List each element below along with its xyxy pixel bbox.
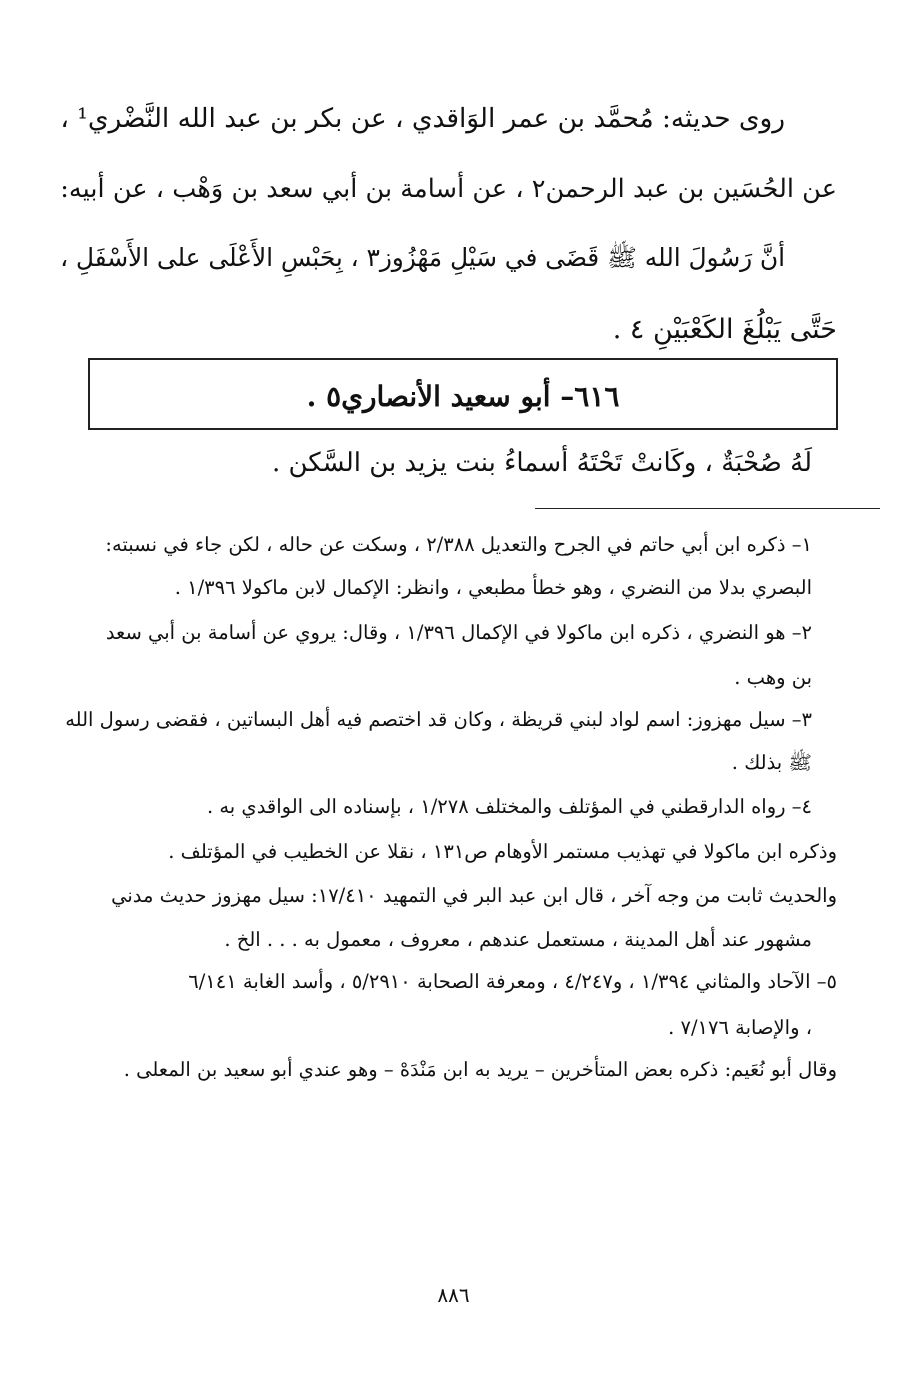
footnote-line-9: والحديث ثابت من وجه آخر ، قال ابن عبد البر في التمهيد ١٧/٤١٠: سيل مهزوز حديث مدني xyxy=(111,884,837,907)
body-line-2: عن الحُسَين بن عبد الرحمن٢ ، عن أسامة بن أبي سعد بن وَهْب ، عن أبيه: xyxy=(60,174,837,204)
footnote-line-7: ٤– رواه الدارقطني في المؤتلف والمختلف ١/٢٧٨ ، بإسناده الى الواقدي به . xyxy=(206,795,812,818)
body-line-1: روى حديثه: مُحمَّد بن عمر الوَاقدي ، عن بكر بن عبد الله النَّضْري¹ ، xyxy=(60,104,785,134)
entry-heading: ٦١٦– أبو سعيد الأنصاري٥ . xyxy=(306,380,620,413)
footnote-line-4: بن وهب . xyxy=(734,666,812,689)
footnote-separator xyxy=(535,508,880,509)
footnote-line-3: ٢– هو النضري ، ذكره ابن ماكولا في الإكمال ١/٣٩٦ ، وقال: يروي عن أسامة بن أبي سعد xyxy=(105,621,812,644)
body-line-4: حَتَّى يَبْلُغَ الكَعْبَيْنِ ٤ . xyxy=(612,314,837,345)
footnote-line-12: ، والإصابة ٧/١٧٦ . xyxy=(668,1016,812,1039)
footnote-line-1: ١– ذكره ابن أبي حاتم في الجرح والتعديل ٢/٣٨٨ ، وسكت عن حاله ، لكن جاء في نسبته: xyxy=(105,533,812,556)
entry-text: لَهُ صُحْبَةٌ ، وكَانتْ تَحْتَهُ أسماءُ بنت يزيد بن السَّكن . xyxy=(271,448,812,478)
footnote-line-8: وذكره ابن ماكولا في تهذيب مستمر الأوهام ص١٣١ ، نقلا عن الخطيب في المؤتلف . xyxy=(168,840,837,863)
footnote-line-6: ﷺ بذلك . xyxy=(731,751,812,774)
footnote-line-5: ٣– سيل مهزوز: اسم لواد لبني قريظة ، وكان قد اختصم فيه أهل البساتين ، فقضى رسول الله xyxy=(65,708,812,731)
entry-heading-box xyxy=(88,358,838,430)
footnote-line-10: مشهور عند أهل المدينة ، مستعمل عندهم ، معروف ، معمول به . . . الخ . xyxy=(224,928,812,951)
page-number: ٨٨٦ xyxy=(437,1283,470,1307)
footnote-line-13: وقال أبو نُعَيم: ذكره بعض المتأخرين – يريد به ابن مَنْدَهْ – وهو عندي أبو سعيد بن المعلى . xyxy=(123,1058,837,1081)
footnote-line-2: البصري بدلا من النضري ، وهو خطأ مطبعي ، وانظر: الإكمال لابن ماكولا ١/٣٩٦ . xyxy=(174,576,812,599)
footnote-line-11: ٥– الآحاد والمثاني ١/٣٩٤ ، و٤/٢٤٧ ، ومعرفة الصحابة ٥/٢٩١٠ ، وأسد الغابة ٦/١٤١ xyxy=(188,970,837,993)
body-line-3: أنَّ رَسُولَ الله ﷺ قَضَى في سَيْلِ مَهْزُوز٣ ، بِحَبْسِ الأَعْلَى على الأَسْفَلِ ، xyxy=(60,243,785,272)
